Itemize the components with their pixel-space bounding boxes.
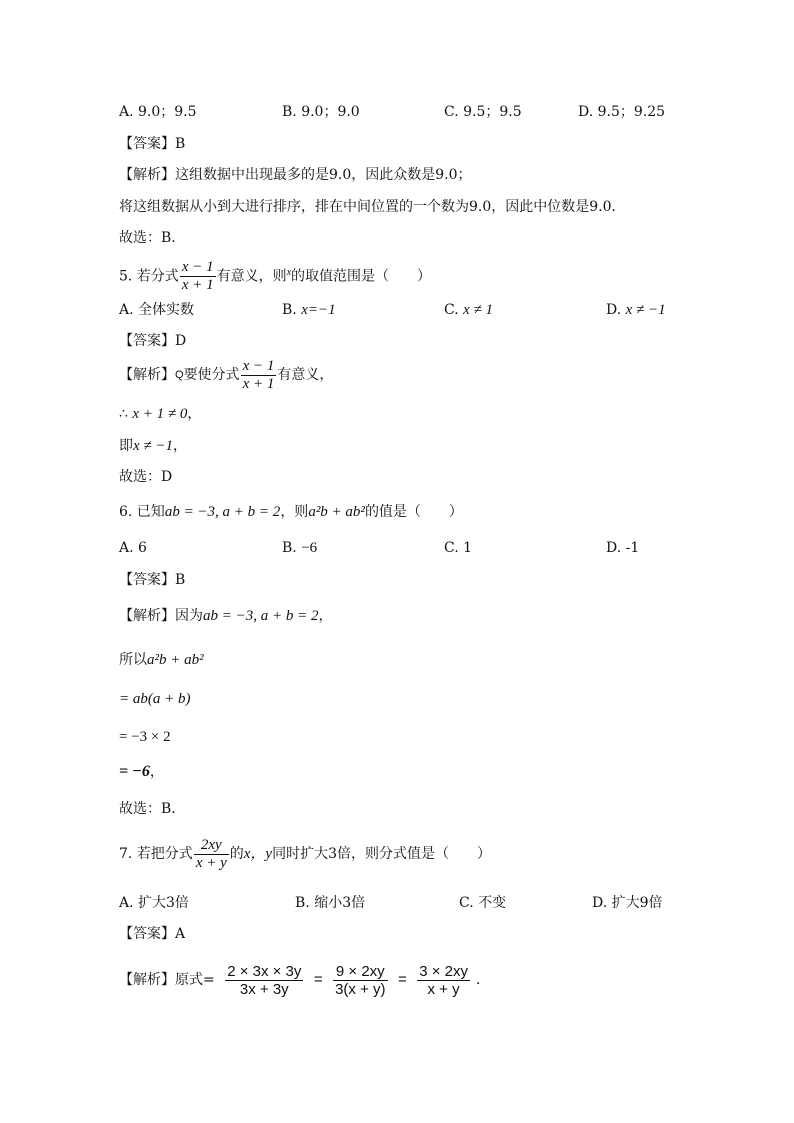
q5-analysis [119,356,333,394]
q7-f3-num: 3 × 2xy [419,962,468,980]
q5-option-d-label: D. [606,302,626,318]
q6-option-d: D. -1 [606,540,640,556]
q6-option-b [282,538,317,558]
q4-option-b: B. 9.0；9.0 [282,104,360,120]
q7-eq-2: = [397,971,407,988]
q4-option-a: A. 9.0；9.5 [119,104,197,120]
q6-option-b-math: −6 [301,540,318,556]
q7-option-d: D. 扩大9倍 [592,895,663,911]
q6-prefix: 6. 已知 [119,504,165,520]
q7-f3 [417,963,470,998]
q5-option-b [282,300,336,320]
q5-analysis-text: 要使分式 [183,367,240,383]
q5-step1-suffix: ， [187,406,202,422]
q7-eq-1: = [313,971,323,988]
q6-option-b-label: B. [282,540,302,556]
q5-option-d [606,300,666,320]
q5-option-b-math: x=−1 [301,302,336,318]
q4-option-d: D. 9.5；9.25 [578,104,666,120]
q7-answer: 【答案】A [119,926,186,942]
q5-prefix: 5. 若分式 [119,268,179,285]
q6-expr: a²b + ab² [308,504,365,520]
q6-option-c: C. 1 [444,540,473,556]
q6-option-a: A. 6 [119,540,147,556]
q5-analysis-num: x − 1 [242,357,275,374]
q7-suffix-1: 的 [229,846,244,862]
q7-f2 [333,963,387,998]
q7-stem [119,835,491,873]
q5-step2-math: x ≠ −1 [133,438,174,454]
q5-option-c-label: C. [444,302,464,318]
q7-analysis-prefix: 【解析】原式= [119,972,215,988]
q7-vars: x，y [243,846,273,862]
q6-given: ab = −3, a + b = 2 [164,504,281,520]
q6-step3-math: = −6 [119,763,150,780]
q4-analysis-2: 将这组数据从小到大进行排序，排在中间位置的一个数为9.0，因此中位数是9.0． [119,199,626,215]
q7-option-a: A. 扩大3倍 [119,895,189,911]
q5-conclusion: 故选：D [119,469,173,485]
q6-step-3 [119,762,164,782]
q7-prefix: 7. 若把分式 [119,846,193,862]
q6-analysis-math: ab = −3, a + b = 2 [203,608,319,624]
q5-analysis-fraction [241,358,277,393]
q6-step-1: = ab(a + b) [119,691,191,707]
q5-option-d-math: x ≠ −1 [625,302,666,318]
q6-stem [119,502,463,522]
q5-answer: 【答案】D [119,333,187,349]
q6-so [119,650,204,670]
q5-step2-suffix: ， [173,438,188,454]
q4-analysis-1: 【解析】这组数据中出现最多的是9.0，因此众数是9.0； [119,167,472,183]
q7-frac-den: x + y [195,854,227,871]
q6-analysis-prefix: 【解析】因为 [119,608,203,624]
q6-so-math: a²b + ab² [147,652,204,668]
q5-suffix-1: 有意义，则 [216,268,287,285]
q7-f2-den: 3(x + y) [335,980,386,998]
q5-analysis-symbol: Q [175,369,184,381]
q7-option-c: C. 不变 [459,895,507,911]
q6-step-2: = −3 × 2 [119,729,171,745]
q6-step3-suffix: ， [149,764,164,780]
q5-analysis-den: x + 1 [242,375,275,392]
q7-f1-den: 3x + 3y [239,980,289,998]
q5-suffix-2: 的取值范围是（ ） [291,268,432,285]
q5-fraction [180,259,216,294]
q5-var: x [286,267,292,278]
q5-analysis-suffix: 有意义， [277,367,334,383]
q5-frac-den: x + 1 [181,277,214,294]
q7-f1-num: 2 × 3x × 3y [227,962,302,980]
q5-step-1 [119,404,201,424]
q6-conclusion: 故选：B． [119,801,186,817]
q7-analysis [119,958,490,1002]
q7-f2-num: 9 × 2xy [333,963,387,981]
q5-option-c-math: x ≠ 1 [463,302,494,318]
q7-fraction [194,837,229,872]
q7-frac-num: 2xy [194,837,229,855]
q7-suffix-2: 同时扩大3倍，则分式值是（ ） [272,846,491,862]
q7-end: ． [475,972,490,988]
q5-option-b-label: B. [282,302,302,318]
q7-f3-den: x + y [427,980,460,998]
q5-step2-prefix: 即 [119,438,133,454]
q4-answer: 【答案】B [119,136,186,152]
q6-mid: ，则 [280,504,309,520]
q4-option-c: C. 9.5；9.5 [444,104,522,120]
q7-f1 [225,963,303,998]
q5-stem [119,254,431,296]
q6-analysis [119,606,333,626]
q5-step1-prefix: ∴ [119,406,133,422]
q6-analysis-suffix: ， [318,608,333,624]
q5-frac-num: x − 1 [181,259,214,276]
q5-step1-math: x + 1 ≠ 0 [132,406,188,422]
q6-suffix: 的值是（ ） [364,504,463,520]
q5-option-c [444,300,493,320]
q5-option-a: A. 全体实数 [119,302,195,318]
q6-so-prefix: 所以 [119,652,147,668]
q5-step-2 [119,436,187,456]
q6-answer: 【答案】B [119,572,186,588]
q7-option-b: B. 缩小3倍 [295,895,366,911]
q5-analysis-prefix: 【解析】 [119,367,175,383]
q4-conclusion: 故选：B． [119,230,186,246]
